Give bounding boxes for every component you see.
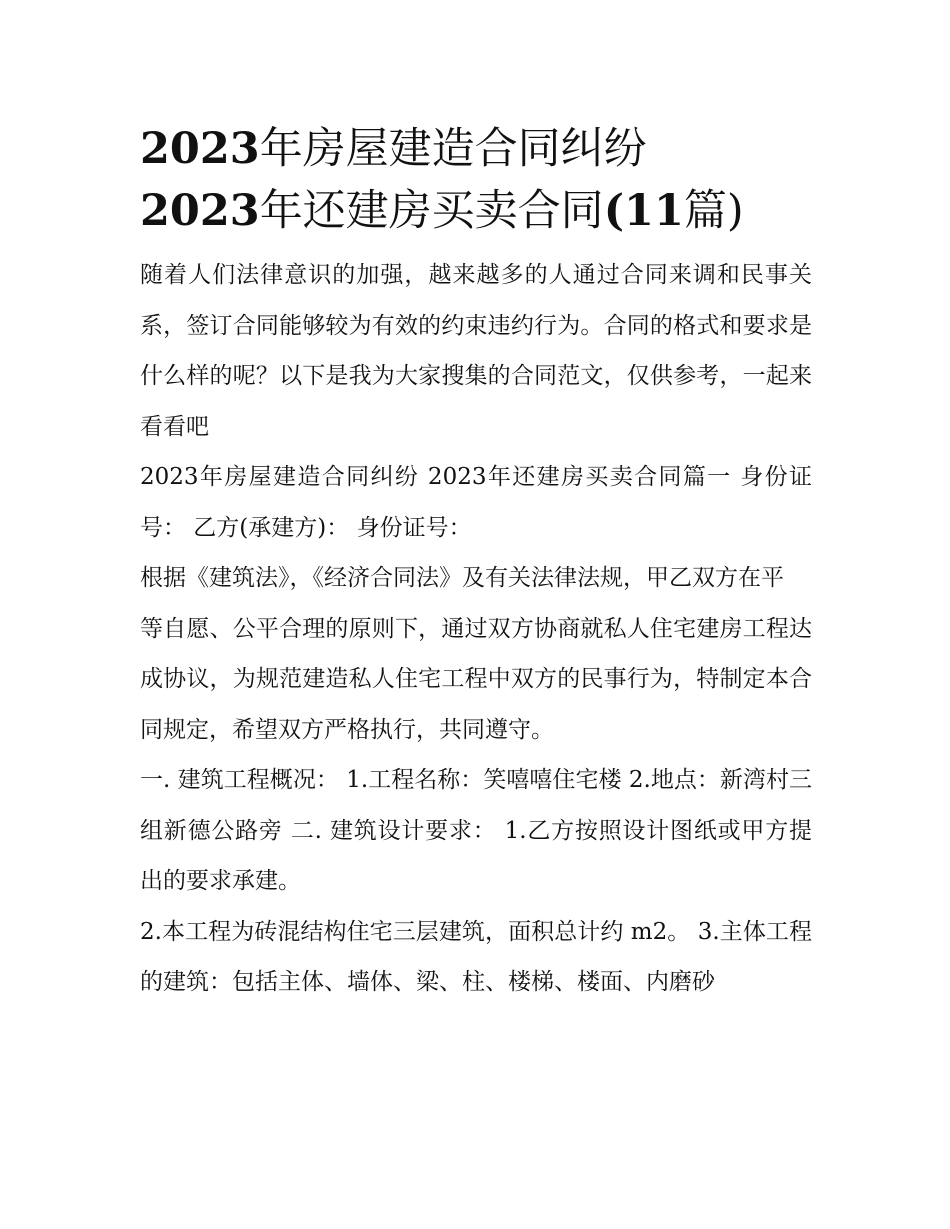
document-body	[140, 118, 812, 1008]
title-year-2: 2023	[140, 186, 260, 236]
title-count: (11	[603, 186, 684, 236]
title-year: 2023	[140, 124, 260, 174]
paragraph-parties: 2023年房屋建造合同纠纷 2023年还建房买卖合同篇一 身份证号： 乙方(承建方)： 身份证号：	[140, 464, 812, 541]
paragraph-agreement: 等自愿、公平合理的原则下，通过双方协商就私人住宅建房工程达成协议，为规范建造私人住宅工程中双方的民事行为，特制定本合同规定，希望双方严格执行，共同遵守。	[140, 615, 812, 743]
paragraph-legal-basis: 根据《建筑法》，《经济合同法》及有关法律法规，甲乙双方在平	[140, 565, 784, 591]
title-count-unit: 篇)	[683, 186, 744, 236]
title-text-2: 年还建房买卖合同	[259, 186, 604, 236]
title-text: 年房屋建造合同纠纷	[259, 124, 647, 174]
paragraph-project-overview: 一. 建筑工程概况： 1.工程名称：笑嘻嘻住宅楼 2.地点：新湾村三组新德公路旁 二. 建筑设计要求： 1.乙方按照设计图纸或甲方提出的要求承建。	[140, 767, 812, 894]
title-line-2	[140, 180, 812, 242]
title-line-1	[140, 118, 812, 180]
document-title	[140, 118, 812, 242]
paragraph-intro: 随着人们法律意识的加强，越来越多的人通过合同来调和民事关系，签订合同能够较为有效的约束违约行为。合同的格式和要求是什么样的呢？以下是我为大家搜集的合同范文，仅供参考，一起来看看吧	[140, 262, 812, 440]
paragraph-structure: 2.本工程为砖混结构住宅三层建筑，面积总计约 m2。 3.主体工程的建筑：包括主体、墙体、梁、柱、楼梯、楼面、内磨砂	[140, 918, 812, 995]
